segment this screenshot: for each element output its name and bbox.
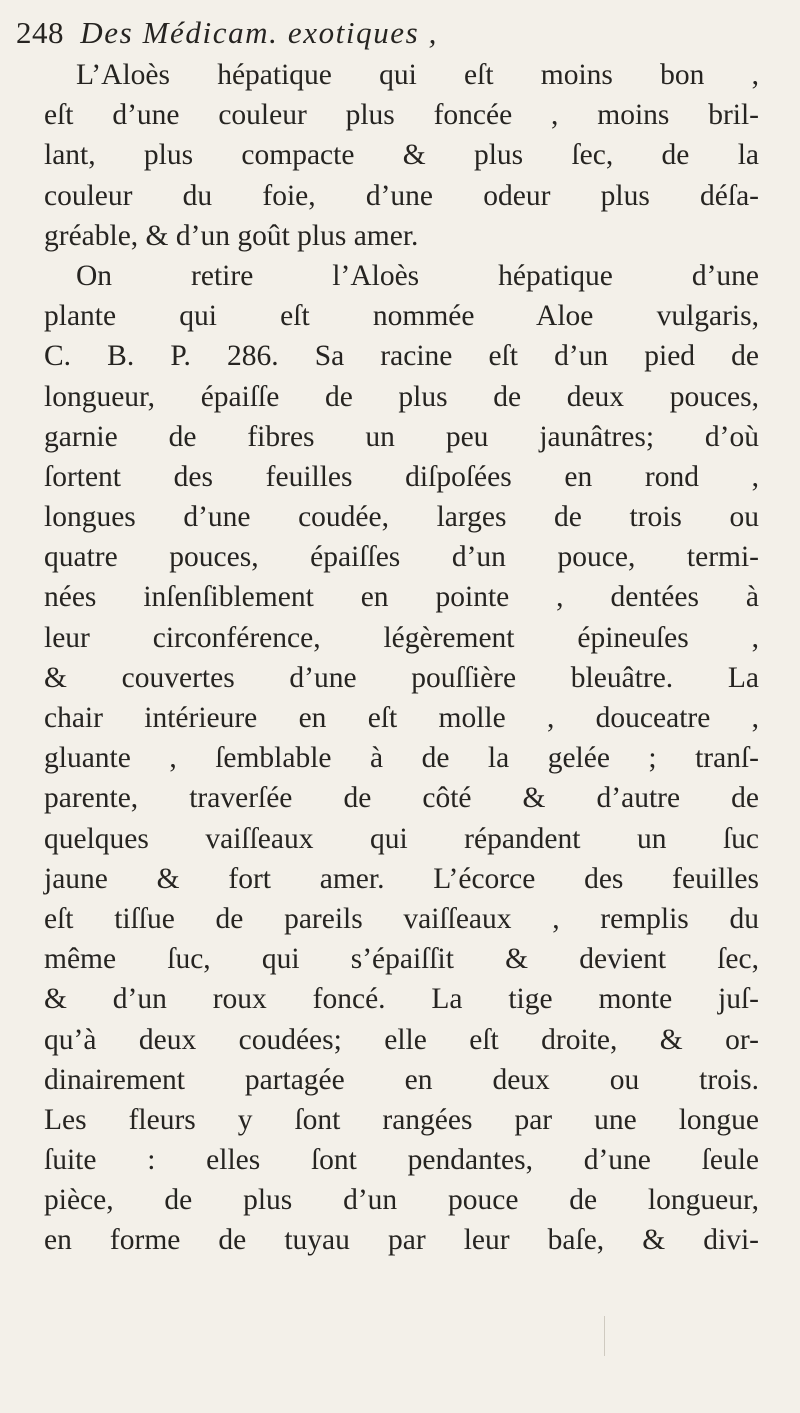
text-line: & d’un roux foncé. La tige monte juſ- xyxy=(44,983,759,1016)
text-line: eſt d’une couleur plus foncée , moins bril- xyxy=(44,99,759,132)
text-line: même ſuc, qui s’épaiſſit & devient ſec, xyxy=(44,943,759,976)
text-line: parente, traverſée de côté & d’autre de xyxy=(44,782,759,815)
page-header xyxy=(16,10,786,56)
text-line: gréable, & d’un goût plus amer. xyxy=(44,219,419,252)
text-line: qu’à deux coudées; elle eſt droite, & or- xyxy=(44,1023,759,1056)
text-line: leur circonférence, légèrement épineuſes , xyxy=(44,621,759,654)
text-line: & couvertes d’une pouſſière bleuâtre. La xyxy=(44,661,759,694)
text-line: ſuite : elles ſont pendantes, d’une ſeule xyxy=(44,1144,759,1177)
text-line: quatre pouces, épaiſſes d’un pouce, termi- xyxy=(44,541,759,574)
text-line: garnie de fibres un peu jaunâtres; d’où xyxy=(44,420,759,453)
page-number: 248 xyxy=(16,15,64,50)
paper-mark xyxy=(604,1316,605,1356)
running-head: Des Médicam. exotiques , xyxy=(80,15,439,50)
text-line: plante qui eſt nommée Aloe vulgaris, xyxy=(44,300,759,333)
text-line: chair intérieure en eſt molle , douceatre , xyxy=(44,702,759,734)
text-line: On retire l’Aloès hépatique d’une xyxy=(76,259,759,292)
text-line: dinairement partagée en deux ou trois. xyxy=(44,1063,759,1096)
text-line: pièce, de plus d’un pouce de longueur, xyxy=(44,1184,759,1217)
text-line: Les fleurs y ſont rangées par une longue xyxy=(44,1103,759,1136)
text-line: ſortent des feuilles diſpoſées en rond , xyxy=(44,460,759,493)
text-line: C. B. P. 286. Sa racine eſt d’un pied de xyxy=(44,340,759,373)
text-line: quelques vaiſſeaux qui répandent un ſuc xyxy=(44,822,759,855)
text-line: L’Aloès hépatique qui eſt moins bon , xyxy=(76,59,759,91)
body-text xyxy=(44,55,759,1261)
text-line: couleur du foie, d’une odeur plus déſa- xyxy=(44,179,759,212)
text-line: jaune & fort amer. L’écorce des feuilles xyxy=(44,862,759,895)
text-line: longueur, épaiſſe de plus de deux pouces, xyxy=(44,380,759,413)
text-line: lant, plus compacte & plus ſec, de la xyxy=(44,139,759,172)
text-line: eſt tiſſue de pareils vaiſſeaux , remplis du xyxy=(44,902,759,935)
text-line: gluante , ſemblable à de la gelée ; tranſ- xyxy=(44,742,759,775)
text-line: longues d’une coudée, larges de trois ou xyxy=(44,501,759,534)
text-line: nées inſenſiblement en pointe , dentées à xyxy=(44,581,759,614)
text-line: en forme de tuyau par leur baſe, & divi- xyxy=(44,1224,759,1257)
